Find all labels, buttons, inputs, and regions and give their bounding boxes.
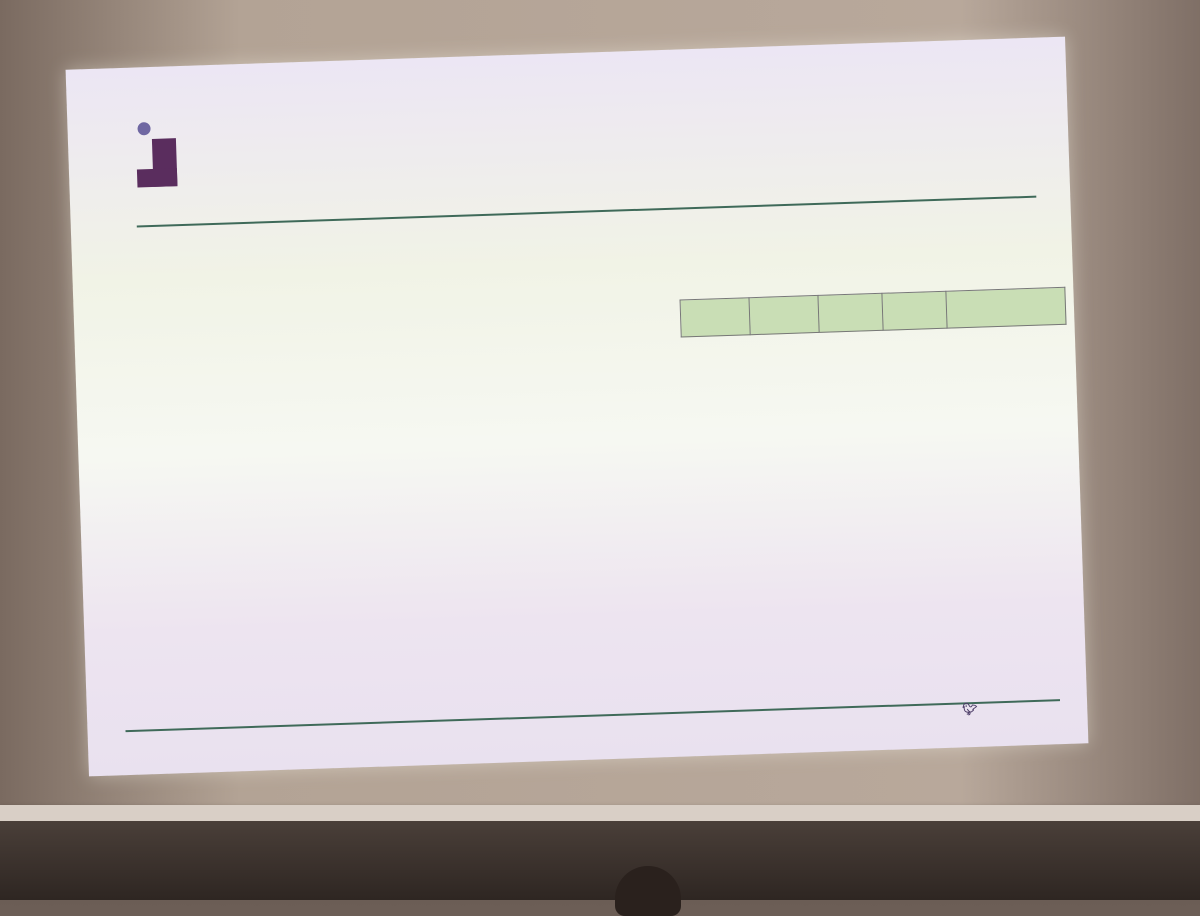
bar-chart (163, 322, 673, 658)
header-divider (137, 196, 1037, 228)
header-proportion (818, 293, 883, 332)
header-rank (680, 298, 750, 337)
twitter-bird-icon: 🐦︎ (962, 702, 978, 716)
audience-area (0, 821, 1200, 900)
header-change-in-rank (946, 287, 1066, 328)
presentation-slide (66, 37, 1089, 777)
universities-uk-logo-icon (136, 138, 182, 187)
rank-table (680, 287, 1067, 338)
header-country (749, 295, 819, 334)
footer-twitter (962, 702, 982, 717)
table-header-row (680, 287, 1066, 337)
header-growth (882, 291, 947, 330)
logo-dot (137, 122, 150, 135)
projection-screen-edge (0, 805, 1200, 821)
footer-divider (125, 699, 1060, 732)
